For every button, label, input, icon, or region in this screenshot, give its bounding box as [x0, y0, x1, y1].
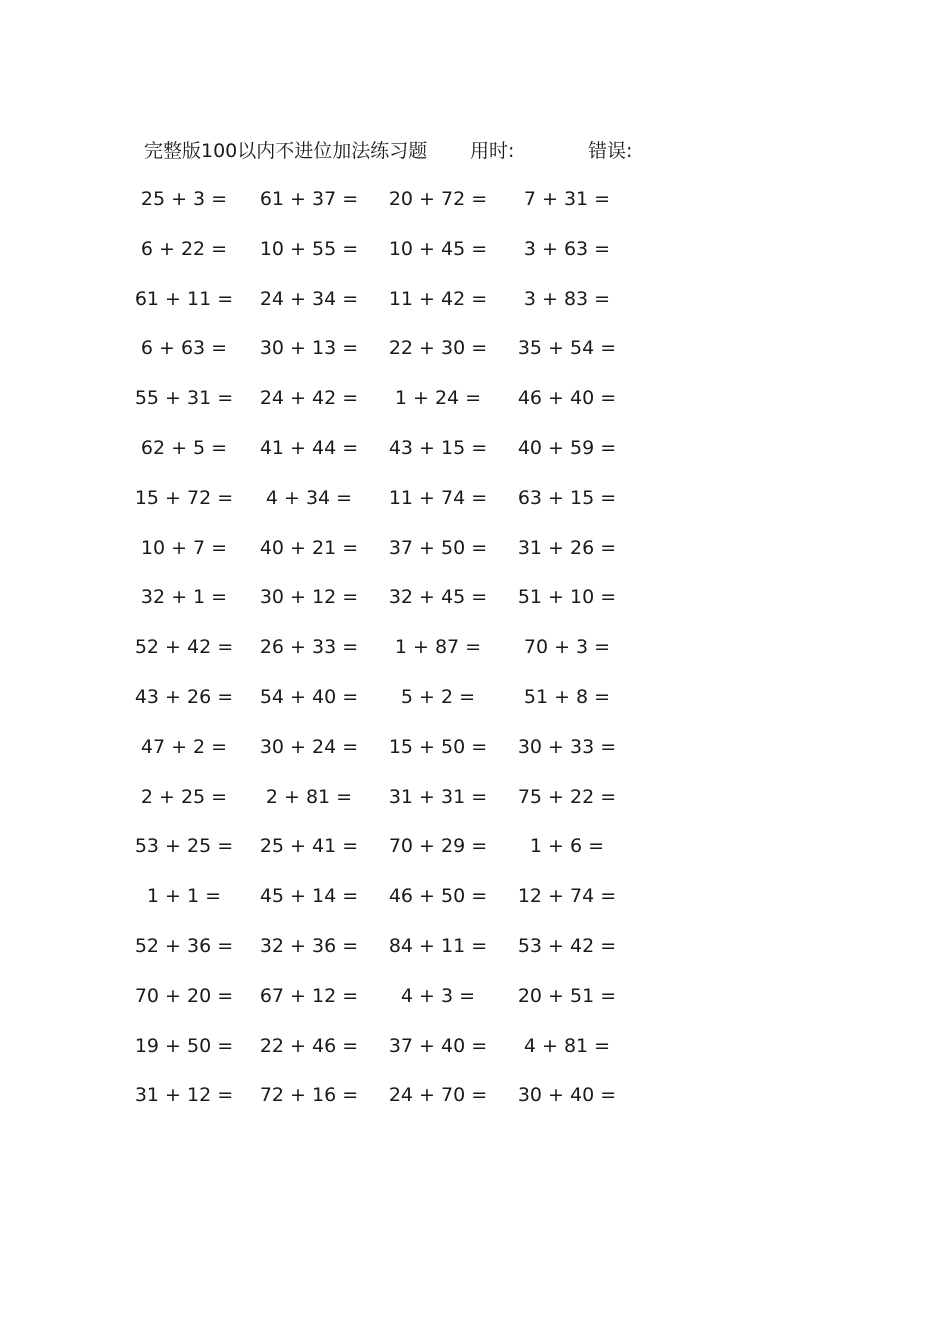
- problem-row: [0, 733, 950, 783]
- problem-row: [0, 583, 950, 633]
- addition-problem: 1 + 24 =: [394, 387, 482, 410]
- addition-problem: 12 + 74 =: [517, 885, 617, 908]
- addition-problem: 31 + 12 =: [134, 1084, 234, 1107]
- addition-problem: 10 + 7 =: [140, 536, 228, 559]
- problem-row: [0, 285, 950, 335]
- addition-problem: 51 + 10 =: [517, 586, 617, 609]
- addition-problem: 46 + 40 =: [517, 387, 617, 410]
- addition-problem: 22 + 46 =: [259, 1034, 359, 1057]
- addition-problem: 20 + 72 =: [388, 188, 488, 210]
- addition-problem: 31 + 31 =: [388, 785, 488, 808]
- addition-problem: 47 + 2 =: [140, 735, 228, 758]
- addition-problem: 62 + 5 =: [140, 436, 228, 459]
- addition-problem: 40 + 59 =: [517, 436, 617, 459]
- addition-problem: 19 + 50 =: [134, 1034, 234, 1057]
- addition-problem: 61 + 37 =: [259, 188, 359, 210]
- addition-problem: 46 + 50 =: [388, 885, 488, 908]
- addition-problem: 11 + 74 =: [388, 486, 488, 509]
- addition-problem: 1 + 6 =: [529, 835, 605, 858]
- problem-row: [0, 534, 950, 584]
- addition-problem: 61 + 11 =: [134, 287, 234, 310]
- addition-problem: 3 + 83 =: [523, 287, 611, 310]
- addition-problem: 53 + 25 =: [134, 835, 234, 858]
- problem-row: [0, 384, 950, 434]
- addition-problem: 4 + 34 =: [265, 486, 353, 509]
- addition-problem: 24 + 34 =: [259, 287, 359, 310]
- addition-problem: 2 + 81 =: [265, 785, 353, 808]
- page-title: 完整版100以内不进位加法练习题: [144, 140, 428, 162]
- addition-problem: 30 + 40 =: [517, 1084, 617, 1107]
- addition-problem: 20 + 51 =: [517, 984, 617, 1007]
- time-used-label: 用时:: [470, 140, 515, 162]
- addition-problem: 53 + 42 =: [517, 934, 617, 957]
- addition-problem: 75 + 22 =: [517, 785, 617, 808]
- addition-problem: 4 + 81 =: [523, 1034, 611, 1057]
- addition-problem: 52 + 42 =: [134, 636, 234, 659]
- addition-problem: 54 + 40 =: [259, 685, 359, 708]
- addition-problem: 37 + 50 =: [388, 536, 488, 559]
- addition-problem: 30 + 24 =: [259, 735, 359, 758]
- addition-problem: 52 + 36 =: [134, 934, 234, 957]
- addition-problem: 1 + 1 =: [146, 885, 222, 908]
- addition-problem: 11 + 42 =: [388, 287, 488, 310]
- addition-problem: 24 + 70 =: [388, 1084, 488, 1107]
- problem-row: [0, 185, 950, 235]
- addition-problem: 32 + 36 =: [259, 934, 359, 957]
- addition-problem: 37 + 40 =: [388, 1034, 488, 1057]
- addition-problem: 7 + 31 =: [523, 188, 611, 210]
- addition-problem: 15 + 72 =: [134, 486, 234, 509]
- addition-problem: 6 + 22 =: [140, 237, 228, 260]
- addition-problem: 10 + 55 =: [259, 237, 359, 260]
- addition-problem: 31 + 26 =: [517, 536, 617, 559]
- problem-row: [0, 783, 950, 833]
- problem-row: [0, 832, 950, 882]
- addition-problem: 2 + 25 =: [140, 785, 228, 808]
- addition-problem: 25 + 41 =: [259, 835, 359, 858]
- problem-row: [0, 683, 950, 733]
- problem-row: [0, 982, 950, 1032]
- addition-problem: 25 + 3 =: [140, 188, 228, 210]
- addition-problem: 43 + 15 =: [388, 436, 488, 459]
- addition-problem: 6 + 63 =: [140, 337, 228, 360]
- addition-problem: 51 + 8 =: [523, 685, 611, 708]
- addition-problem: 43 + 26 =: [134, 685, 234, 708]
- addition-problem: 15 + 50 =: [388, 735, 488, 758]
- problem-row: [0, 434, 950, 484]
- addition-problem: 5 + 2 =: [400, 685, 476, 708]
- problem-row: [0, 1032, 950, 1082]
- addition-problem: 24 + 42 =: [259, 387, 359, 410]
- addition-problem: 55 + 31 =: [134, 387, 234, 410]
- problem-row: [0, 235, 950, 285]
- addition-problem: 67 + 12 =: [259, 984, 359, 1007]
- addition-problem: 40 + 21 =: [259, 536, 359, 559]
- addition-problem: 4 + 3 =: [400, 984, 476, 1007]
- problem-row: [0, 484, 950, 534]
- addition-problem: 70 + 3 =: [523, 636, 611, 659]
- addition-problem: 1 + 87 =: [394, 636, 482, 659]
- addition-problem: 32 + 45 =: [388, 586, 488, 609]
- addition-problem: 70 + 20 =: [134, 984, 234, 1007]
- addition-problem: 72 + 16 =: [259, 1084, 359, 1107]
- problem-row: [0, 1081, 950, 1131]
- problem-grid: [0, 185, 950, 1131]
- addition-problem: 10 + 45 =: [388, 237, 488, 260]
- addition-problem: 63 + 15 =: [517, 486, 617, 509]
- problem-row: [0, 932, 950, 982]
- problem-row: [0, 334, 950, 384]
- problem-row: [0, 633, 950, 683]
- addition-problem: 3 + 63 =: [523, 237, 611, 260]
- addition-problem: 26 + 33 =: [259, 636, 359, 659]
- addition-problem: 30 + 13 =: [259, 337, 359, 360]
- addition-problem: 30 + 33 =: [517, 735, 617, 758]
- addition-problem: 84 + 11 =: [388, 934, 488, 957]
- addition-problem: 32 + 1 =: [140, 586, 228, 609]
- problem-row: [0, 882, 950, 932]
- addition-problem: 41 + 44 =: [259, 436, 359, 459]
- addition-problem: 35 + 54 =: [517, 337, 617, 360]
- error-count-label: 错误:: [588, 140, 633, 162]
- addition-problem: 70 + 29 =: [388, 835, 488, 858]
- addition-problem: 22 + 30 =: [388, 337, 488, 360]
- addition-problem: 30 + 12 =: [259, 586, 359, 609]
- addition-problem: 45 + 14 =: [259, 885, 359, 908]
